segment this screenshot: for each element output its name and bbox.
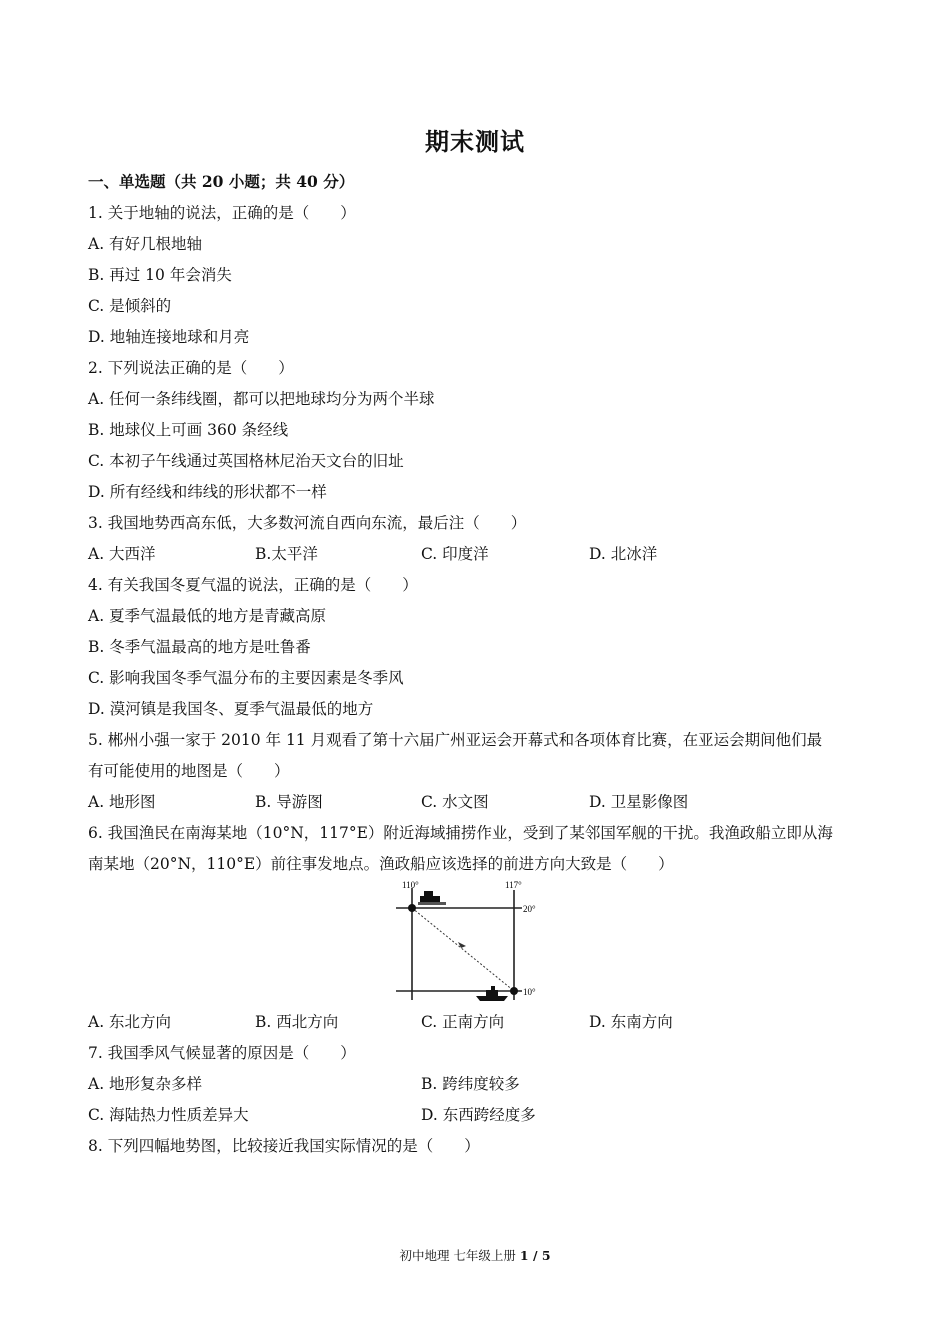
page-footer [0, 1246, 950, 1264]
start-point [408, 904, 416, 912]
question-3-stem: 3. 我国地势西高东低，大多数河流自西向东流，最后注（ ） [88, 514, 527, 532]
question-6-option-a: A. 东北方向 [88, 1013, 172, 1031]
question-1-option-c: C. 是倾斜的 [88, 297, 172, 315]
question-7-option-b: B. 跨纬度较多 [421, 1075, 520, 1093]
question-7-option-d: D. 东西跨经度多 [421, 1106, 536, 1124]
footer-text: 初中地理 七年级上册 [399, 1248, 520, 1263]
lat-20-label: 20° [523, 904, 536, 914]
question-2-option-a: A. 任何一条纬线圈，都可以把地球均分为两个半球 [88, 390, 435, 408]
question-1-option-d: D. 地轴连接地球和月亮 [88, 328, 250, 346]
question-6-option-c: C. 正南方向 [421, 1013, 505, 1031]
section-header: 一、单选题（共 20 小题；共 40 分） [88, 172, 355, 191]
question-4-option-d: D. 漠河镇是我国冬、夏季气温最低的地方 [88, 700, 374, 718]
question-5-option-c: C. 水文图 [421, 793, 489, 811]
question-7-option-a: A. 地形复杂多样 [88, 1075, 203, 1093]
end-point [510, 987, 518, 995]
question-2-stem: 2. 下列说法正确的是（ ） [88, 359, 294, 377]
page-title: 期末测试 [425, 127, 525, 156]
fishery-ship-icon [418, 891, 446, 905]
question-4-option-c: C. 影响我国冬季气温分布的主要因素是冬季风 [88, 669, 404, 687]
question-8-stem: 8. 下列四幅地势图，比较接近我国实际情况的是（ ） [88, 1137, 480, 1155]
question-7-option-c: C. 海陆热力性质差异大 [88, 1106, 249, 1124]
question-6-stem-line-2: 南某地（20°N，110°E）前往事发地点。渔政船应该选择的前进方向大致是（ ） [88, 855, 674, 873]
lat-10-label: 10° [523, 987, 536, 997]
question-5-stem-line-2: 有可能使用的地图是（ ） [88, 762, 290, 780]
question-3-option-d: D. 北冰洋 [589, 545, 658, 563]
question-1-option-a: A. 有好几根地轴 [88, 235, 203, 253]
question-3-option-c: C. 印度洋 [421, 545, 489, 563]
question-4-stem: 4. 有关我国冬夏气温的说法，正确的是（ ） [88, 576, 418, 594]
question-2-option-c: C. 本初子午线通过英国格林尼治天文台的旧址 [88, 452, 404, 470]
question-5-option-d: D. 卫星影像图 [589, 793, 689, 811]
question-1-option-b: B. 再过 10 年会消失 [88, 266, 232, 284]
question-6-stem-line-1: 6. 我国渔民在南海某地（10°N，117°E）附近海域捕捞作业，受到了某邻国军舰的干扰。我渔政船立即从海 [88, 824, 833, 842]
lon-110-label: 110° [402, 880, 419, 890]
lon-117-label: 117° [505, 880, 522, 890]
route-line [412, 908, 514, 991]
question-6-option-b: B. 西北方向 [255, 1013, 339, 1031]
question-6-coordinate-figure [390, 878, 540, 1008]
question-4-option-a: A. 夏季气温最低的地方是青藏高原 [88, 607, 327, 625]
question-2-option-d: D. 所有经线和纬线的形状都不一样 [88, 483, 327, 501]
question-2-option-b: B. 地球仪上可画 360 条经线 [88, 421, 289, 439]
route-arrow-icon [458, 942, 466, 948]
question-4-option-b: B. 冬季气温最高的地方是吐鲁番 [88, 638, 311, 656]
question-5-option-a: A. 地形图 [88, 793, 156, 811]
question-5-option-b: B. 导游图 [255, 793, 323, 811]
question-3-option-b: B.太平洋 [255, 545, 318, 563]
question-7-stem: 7. 我国季风气候显著的原因是（ ） [88, 1044, 356, 1062]
question-3-option-a: A. 大西洋 [88, 545, 156, 563]
question-6-option-d: D. 东南方向 [589, 1013, 673, 1031]
warship-icon [476, 986, 508, 1001]
page-number: 1 / 5 [519, 1248, 551, 1263]
question-5-stem-line-1: 5. 郴州小强一家于 2010 年 11 月观看了第十六届广州亚运会开幕式和各项体育比赛，在亚运会期间他们最 [88, 731, 823, 749]
question-1-stem: 1. 关于地轴的说法，正确的是（ ） [88, 204, 356, 222]
